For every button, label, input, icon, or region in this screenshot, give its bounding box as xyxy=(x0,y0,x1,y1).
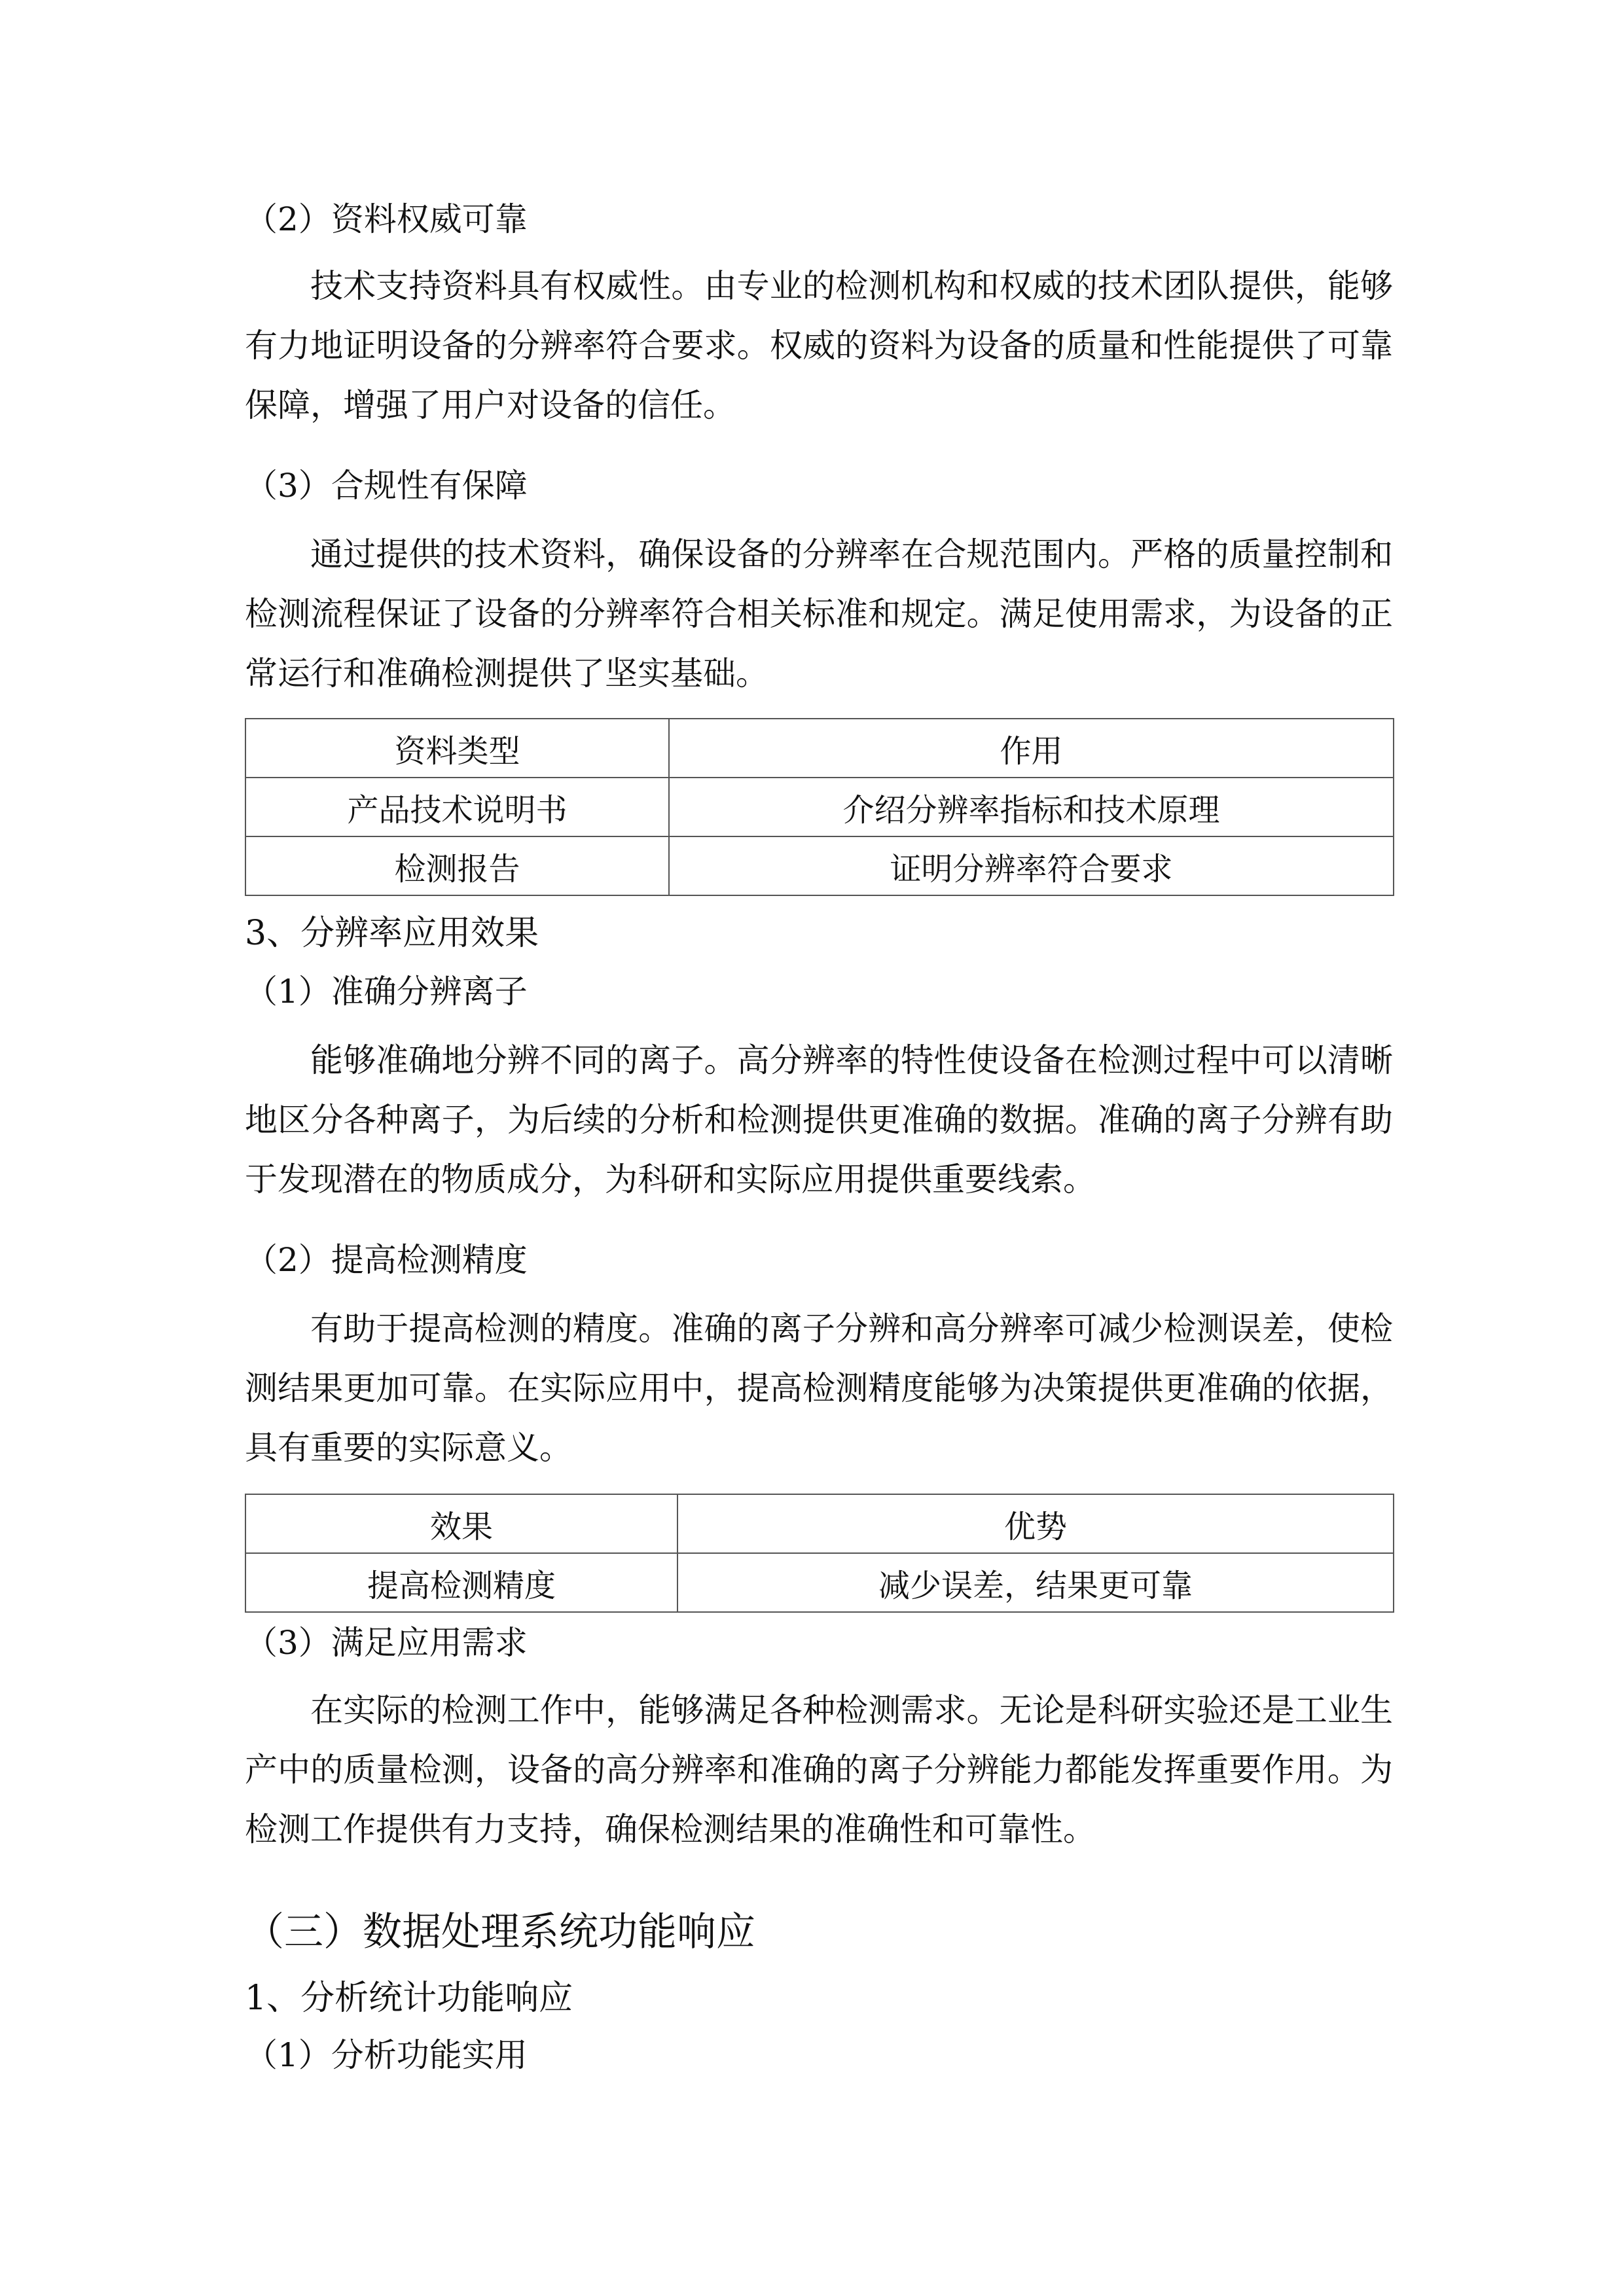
table-cell: 减少误差，结果更可靠 xyxy=(677,1553,1394,1612)
table-header-row xyxy=(245,1494,1394,1553)
table-header-cell: 作用 xyxy=(669,719,1394,778)
materials-table xyxy=(245,718,1394,896)
paragraph-compliance: 通过提供的技术资料，确保设备的分辨率在合规范围内。严格的质量控制和检测流程保证了设备的分辨率符合相关标准和规定。满足使用需求，为设备的正常运行和准确检测提供了坚实基础。 xyxy=(245,535,1393,692)
section-heading-analysis-statistics: 1、分析统计功能响应 xyxy=(245,1979,573,2018)
section-heading-resolution-effect: 3、分辨率应用效果 xyxy=(245,914,539,953)
subheading-analysis-function: （1）分析功能实用 xyxy=(245,2036,528,2074)
table-row xyxy=(245,778,1394,836)
paragraph-authoritative-materials: 技术支持资料具有权威性。由专业的检测机构和权威的技术团队提供，能够有力地证明设备的分辨率符合要求。权威的资料为设备的质量和性能提供了可靠保障，增强了用户对设备的信任。 xyxy=(245,267,1393,424)
table-header-cell: 资料类型 xyxy=(245,719,669,778)
table-header-cell: 效果 xyxy=(245,1494,677,1553)
subheading-detection-precision: （2）提高检测精度 xyxy=(245,1241,528,1279)
subheading-ion-resolution: （1）准确分辨离子 xyxy=(245,973,528,1011)
paragraph-application-needs: 在实际的检测工作中，能够满足各种检测需求。无论是科研实验还是工业生产中的质量检测，设备的高分辨率和准确的离子分辨能力都能发挥重要作用。为检测工作提供有力支持，确保检测结果的准确性和可靠性。 xyxy=(245,1691,1393,1848)
table-cell: 介绍分辨率指标和技术原理 xyxy=(669,778,1394,836)
subheading-compliance: （3）合规性有保障 xyxy=(245,467,528,505)
table-header-cell: 优势 xyxy=(677,1494,1394,1553)
table-header-row xyxy=(245,719,1394,778)
subheading-authoritative-materials: （2）资料权威可靠 xyxy=(245,200,528,238)
chapter-heading-data-processing: （三）数据处理系统功能响应 xyxy=(245,1909,755,1955)
table-row xyxy=(245,836,1394,895)
table-cell: 检测报告 xyxy=(245,836,669,895)
table-row xyxy=(245,1553,1394,1612)
table-cell: 提高检测精度 xyxy=(245,1553,677,1612)
paragraph-ion-resolution: 能够准确地分辨不同的离子。高分辨率的特性使设备在检测过程中可以清晰地区分各种离子，为后续的分析和检测提供更准确的数据。准确的离子分辨有助于发现潜在的物质成分，为科研和实际应用提供重要线索。 xyxy=(245,1041,1393,1198)
table-cell: 产品技术说明书 xyxy=(245,778,669,836)
paragraph-detection-precision: 有助于提高检测的精度。准确的离子分辨和高分辨率可减少检测误差，使检测结果更加可靠。在实际应用中，提高检测精度能够为决策提供更准确的依据，具有重要的实际意义。 xyxy=(245,1310,1393,1467)
table-cell: 证明分辨率符合要求 xyxy=(669,836,1394,895)
effects-table xyxy=(245,1494,1394,1613)
subheading-application-needs: （3）满足应用需求 xyxy=(245,1624,528,1662)
